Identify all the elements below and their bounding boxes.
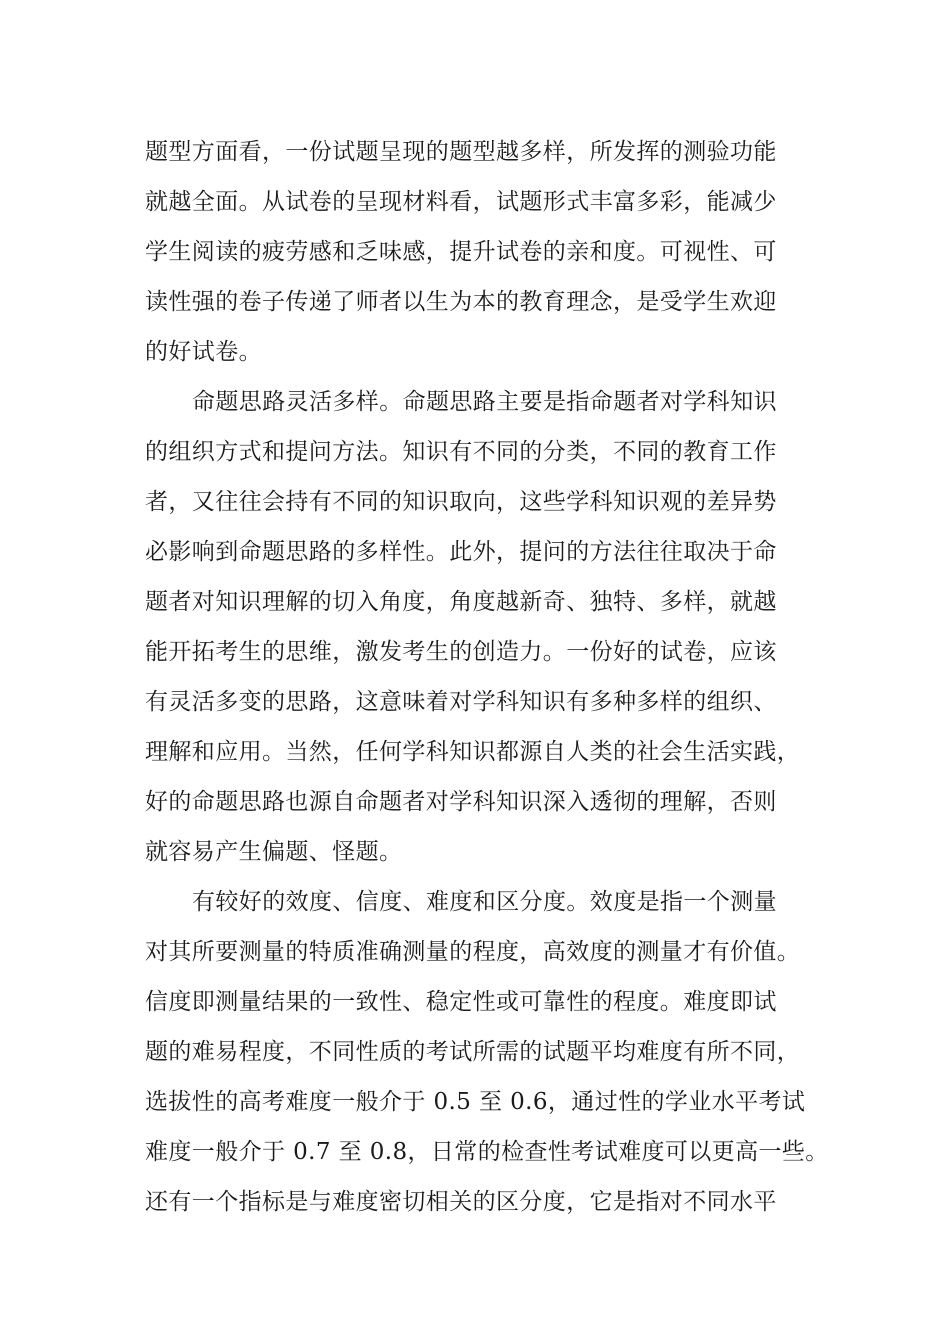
text-line: 必影响到命题思路的多样性。此外，提问的方法往往取决于命 <box>145 539 777 565</box>
text-line: 能开拓考生的思维，激发考生的创造力。一份好的试卷，应该 <box>145 639 777 665</box>
text-line: 好的命题思路也源自命题者对学科知识深入透彻的理解，否则 <box>145 789 777 815</box>
text-line: 学生阅读的疲劳感和乏味感，提升试卷的亲和度。可视性、可 <box>145 239 777 265</box>
text-line: 的组织方式和提问方法。知识有不同的分类，不同的教育工作 <box>145 439 777 465</box>
text-line: 就容易产生偏题、怪题。 <box>145 839 403 865</box>
text-line: 难度一般介于 0.7 至 0.8，日常的检查性考试难度可以更高一些。 <box>145 1139 829 1165</box>
text-line: 者，又往往会持有不同的知识取向，这些学科知识观的差异势 <box>145 489 777 515</box>
text-line: 题者对知识理解的切入角度，角度越新奇、独特、多样，就越 <box>145 589 777 615</box>
text-line: 题的难易程度，不同性质的考试所需的试题平均难度有所不同， <box>145 1039 801 1065</box>
text-line: 题型方面看，一份试题呈现的题型越多样，所发挥的测验功能 <box>145 139 777 165</box>
text-line: 就越全面。从试卷的呈现材料看，试题形式丰富多彩，能减少 <box>145 189 777 215</box>
text-line: 读性强的卷子传递了师者以生为本的教育理念，是受学生欢迎 <box>145 289 777 315</box>
paragraph-first-line: 有较好的效度、信度、难度和区分度。效度是指一个测量 <box>192 889 777 915</box>
text-line: 选拔性的高考难度一般介于 0.5 至 0.6，通过性的学业水平考试 <box>145 1089 806 1115</box>
text-line: 理解和应用。当然，任何学科知识都源自人类的社会生活实践， <box>145 739 801 765</box>
text-line: 的好试卷。 <box>145 339 262 365</box>
text-line: 信度即测量结果的一致性、稳定性或可靠性的程度。难度即试 <box>145 989 777 1015</box>
text-line: 有灵活多变的思路，这意味着对学科知识有多种多样的组织、 <box>145 689 777 715</box>
paragraph-first-line: 命题思路灵活多样。命题思路主要是指命题者对学科知识 <box>192 389 777 415</box>
text-line: 还有一个指标是与难度密切相关的区分度，它是指对不同水平 <box>145 1189 777 1215</box>
text-line: 对其所要测量的特质准确测量的程度，高效度的测量才有价值。 <box>145 939 801 965</box>
